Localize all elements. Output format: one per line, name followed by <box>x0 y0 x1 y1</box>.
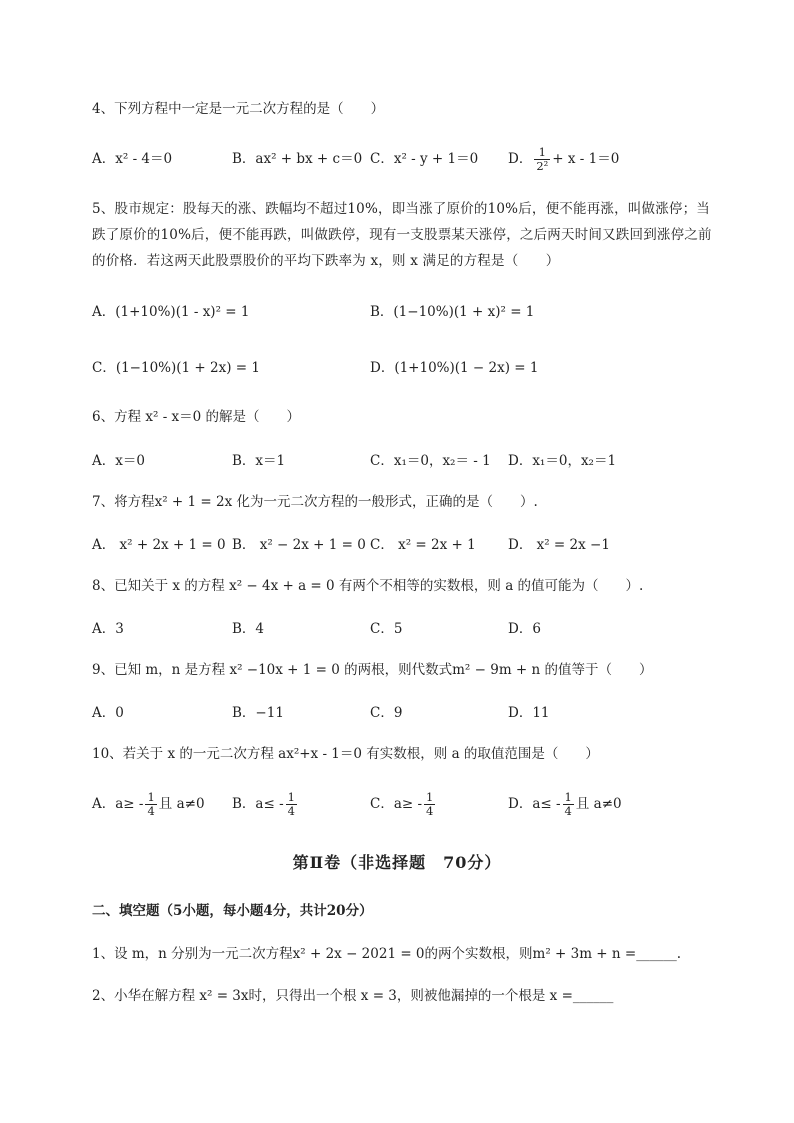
q9-option-d: D．11 <box>508 705 550 721</box>
fraction-denominator: 4 <box>147 804 155 818</box>
question-9-stem: 9、已知 m，n 是方程 x² −10x + 1 = 0 的两根，则代数式m² − 9m + n 的值等于（ ） <box>92 662 653 678</box>
fraction-denominator: 4 <box>426 804 434 818</box>
fill-question-2: 2、小华在解方程 x² = 3x时，只得出一个根 x = 3，则被他漏掉的一个根是 x =______ <box>92 988 614 1004</box>
q8-option-d: D．6 <box>508 621 541 637</box>
section-2-title: 第Ⅱ卷（非选择题 70分） <box>292 853 502 872</box>
q8-option-a: A．3 <box>92 621 124 637</box>
q5-option-b: B．(1−10%)(1 + x)² = 1 <box>370 304 535 320</box>
q9-option-c: C．9 <box>370 705 403 721</box>
question-6-stem: 6、方程 x² - x＝0 的解是（ ） <box>92 409 301 425</box>
fraction-denominator: 4 <box>287 804 295 818</box>
q8-option-c: C．5 <box>370 621 403 637</box>
q10-option-a-prefix: A．a≥ - <box>92 796 144 812</box>
q4-option-c: C．x² - y + 1＝0 <box>370 151 479 167</box>
fill-question-1: 1、设 m，n 分别为一元二次方程x² + 2x − 2021 = 0的两个实数根，则m² + 3m + n =______. <box>92 946 682 962</box>
q5-option-d: D．(1+10%)(1 − 2x) = 1 <box>370 360 539 376</box>
q4-option-d-fraction <box>534 146 550 173</box>
q10-option-a-fraction <box>145 791 156 818</box>
question-5-stem: 5、股市规定：股每天的涨、跌幅均不超过10%，即当涨了原价的10%后，便不能再涨，叫做涨停；当跌了原价的10%后，便不能再跌，叫做跌停，现有一支股票某天涨停，之后两天时间又跌回到涨停之前的价格．若这两天此股票股价的平均下跌率为 x，则 x 满足的方程是（ ） <box>92 201 712 269</box>
q10-option-d <box>508 785 622 823</box>
q9-option-b: B．−11 <box>232 705 284 721</box>
q7-option-a: A． x² + 2x + 1 = 0 <box>92 537 226 553</box>
question-10-stem: 10、若关于 x 的一元二次方程 ax²+x - 1＝0 有实数根，则 a 的取值范围是（ ） <box>92 746 599 762</box>
fraction-numerator: 1 <box>538 145 546 159</box>
q4-option-d <box>508 140 619 178</box>
q5-option-a: A．(1+10%)(1 - x)² = 1 <box>92 304 250 320</box>
fraction-numerator: 1 <box>287 790 295 804</box>
q10-option-a-suffix: 且 a≠0 <box>158 796 205 812</box>
q10-option-d-fraction <box>563 791 574 818</box>
q7-option-b: B． x² − 2x + 1 = 0 <box>232 537 366 553</box>
q4-option-d-prefix: D． <box>508 151 533 167</box>
question-7-stem: 7、将方程x² + 1 = 2x 化为一元二次方程的一般形式，正确的是（ ）. <box>92 494 538 510</box>
q10-option-a <box>92 785 205 823</box>
q10-option-c-prefix: C．a≥ - <box>370 796 423 812</box>
q10-option-d-prefix: D．a≤ - <box>508 796 561 812</box>
question-4-stem: 4、下列方程中一定是一元二次方程的是（ ） <box>92 101 385 117</box>
q6-option-b: B．x＝1 <box>232 453 286 469</box>
q6-option-a: A．x＝0 <box>92 453 145 469</box>
fraction-denominator: 2² <box>536 159 549 173</box>
q4-option-d-suffix: + x - 1＝0 <box>552 151 620 167</box>
q6-option-c: C．x₁＝0，x₂＝ - 1 <box>370 453 491 469</box>
q4-option-a: A．x² - 4＝0 <box>92 151 173 167</box>
q9-option-a: A．0 <box>92 705 124 721</box>
q10-option-b-fraction <box>286 791 297 818</box>
fraction-numerator: 1 <box>426 790 434 804</box>
q5-option-c: C．(1−10%)(1 + 2x) = 1 <box>92 360 260 376</box>
q8-option-b: B．4 <box>232 621 265 637</box>
question-8-stem: 8、已知关于 x 的方程 x² − 4x + a = 0 有两个不相等的实数根，则 a 的值可能为（ ）. <box>92 578 644 594</box>
fill-in-heading: 二、填空题（5小题，每小题4分，共计20分） <box>92 903 373 919</box>
q10-option-c-fraction <box>424 791 435 818</box>
q6-option-d: D．x₁＝0，x₂＝1 <box>508 453 617 469</box>
q7-option-c: C． x² = 2x + 1 <box>370 537 476 553</box>
fraction-numerator: 1 <box>564 790 572 804</box>
q10-option-c <box>370 785 437 823</box>
q4-option-b: B．ax² + bx + c＝0 <box>232 151 363 167</box>
q7-option-d: D． x² = 2x −1 <box>508 537 610 553</box>
q10-option-b <box>232 785 299 823</box>
q10-option-d-suffix: 且 a≠0 <box>575 796 622 812</box>
fraction-numerator: 1 <box>147 790 155 804</box>
q10-option-b-prefix: B．a≤ - <box>232 796 284 812</box>
fraction-denominator: 4 <box>564 804 572 818</box>
